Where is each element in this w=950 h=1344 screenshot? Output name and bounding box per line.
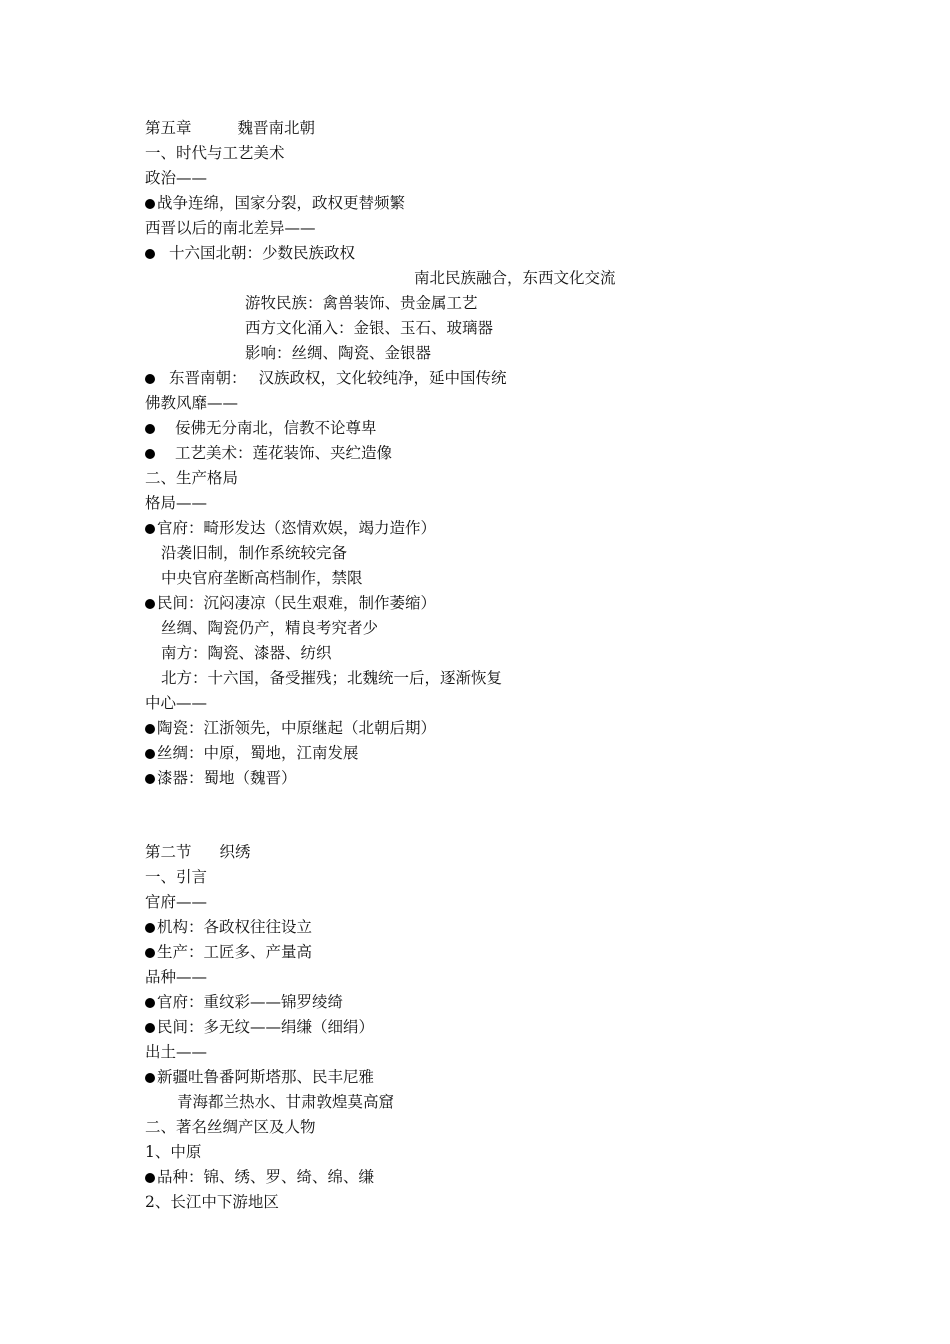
list-item: 生产：工匠多、产量高	[145, 940, 312, 964]
list-item: 佞佛无分南北，信教不论尊卑	[145, 416, 377, 440]
bullet-icon	[145, 923, 155, 933]
list-item: 新疆吐鲁番阿斯塔那、民丰尼雅	[145, 1065, 374, 1089]
list-item: 陶瓷：江浙领先，中原继起（北朝后期）	[145, 716, 436, 740]
bullet-icon	[145, 948, 155, 958]
bullet-icon	[145, 724, 155, 734]
bullet-icon	[145, 599, 155, 609]
bullet-icon	[145, 774, 155, 784]
list-item: 东晋南朝： 汉族政权，文化较纯净，延中国传统	[145, 366, 507, 390]
sub-item: 南方：陶瓷、漆器、纺织	[161, 644, 332, 662]
bullet-icon	[145, 424, 155, 434]
list-item: 官府：畸形发达（恣情欢娱，竭力造作）	[145, 516, 436, 540]
sub-item: 游牧民族：禽兽装饰、贵金属工艺	[245, 294, 478, 312]
list-item: 品种：锦、绣、罗、绮、绵、缣	[145, 1165, 374, 1189]
sub-item: 沿袭旧制，制作系统较完备	[161, 544, 348, 562]
bullet-icon	[145, 1173, 155, 1183]
bullet-icon	[145, 449, 155, 459]
pattern-label: 格局——	[145, 494, 208, 512]
bullet-icon	[145, 1023, 155, 1033]
unearthed-label: 出土——	[145, 1043, 208, 1061]
diff-label: 西晋以后的南北差异——	[145, 219, 316, 237]
gov-label: 官府——	[145, 893, 208, 911]
bullet-icon	[145, 749, 155, 759]
list-item: 战争连绵，国家分裂，政权更替频繁	[145, 191, 405, 215]
chapter-title: 魏晋南北朝	[237, 119, 316, 137]
section-heading-era: 一、时代与工艺美术	[145, 144, 285, 162]
list-item: 工艺美术：莲花装饰、夹纻造像	[145, 441, 392, 465]
bullet-icon	[145, 374, 155, 384]
sub-item: 南北民族融合，东西文化交流	[414, 269, 616, 287]
sub-item: 青海都兰热水、甘肃敦煌莫高窟	[177, 1093, 395, 1111]
politics-label: 政治——	[145, 169, 208, 187]
section-name: 织绣	[219, 843, 251, 861]
chapter-label: 第五章	[145, 119, 192, 137]
section-label: 第二节	[145, 843, 192, 861]
list-item: 民间：沉闷凄凉（民生艰难，制作萎缩）	[145, 591, 436, 615]
bullet-icon	[145, 1073, 155, 1083]
section-heading-production: 二、生产格局	[145, 469, 239, 487]
variety-label: 品种——	[145, 968, 208, 986]
buddhism-label: 佛教风靡——	[145, 394, 239, 412]
sub-item: 丝绸、陶瓷仍产，精良考究者少	[161, 619, 379, 637]
bullet-icon	[145, 998, 155, 1008]
list-item: 民间：多无纹——绢缣（细绢）	[145, 1015, 374, 1039]
sub-item: 影响：丝绸、陶瓷、金银器	[245, 344, 432, 362]
section-heading-regions: 二、著名丝绸产区及人物	[145, 1118, 316, 1136]
section-heading-intro: 一、引言	[145, 868, 208, 886]
chapter-heading	[145, 116, 315, 140]
sub-item: 中央官府垄断高档制作，禁限	[161, 569, 363, 587]
bullet-icon	[145, 249, 155, 259]
sub-item: 北方：十六国，备受摧残；北魏统一后，逐渐恢复	[161, 669, 503, 687]
region-heading: 1、中原	[145, 1143, 202, 1161]
sub-item: 西方文化涌入：金银、玉石、玻璃器	[245, 319, 494, 337]
bullet-icon	[145, 524, 155, 534]
bullet-icon	[145, 199, 155, 209]
list-item: 机构：各政权往往设立	[145, 915, 312, 939]
list-item: 官府：重纹彩——锦罗绫绮	[145, 990, 343, 1014]
list-item: 丝绸：中原，蜀地，江南发展	[145, 741, 359, 765]
list-item: 漆器：蜀地（魏晋）	[145, 766, 297, 790]
section-title	[145, 840, 251, 864]
list-item: 十六国北朝：少数民族政权	[145, 241, 355, 265]
center-label: 中心——	[145, 694, 208, 712]
region-heading: 2、长江中下游地区	[145, 1193, 279, 1211]
